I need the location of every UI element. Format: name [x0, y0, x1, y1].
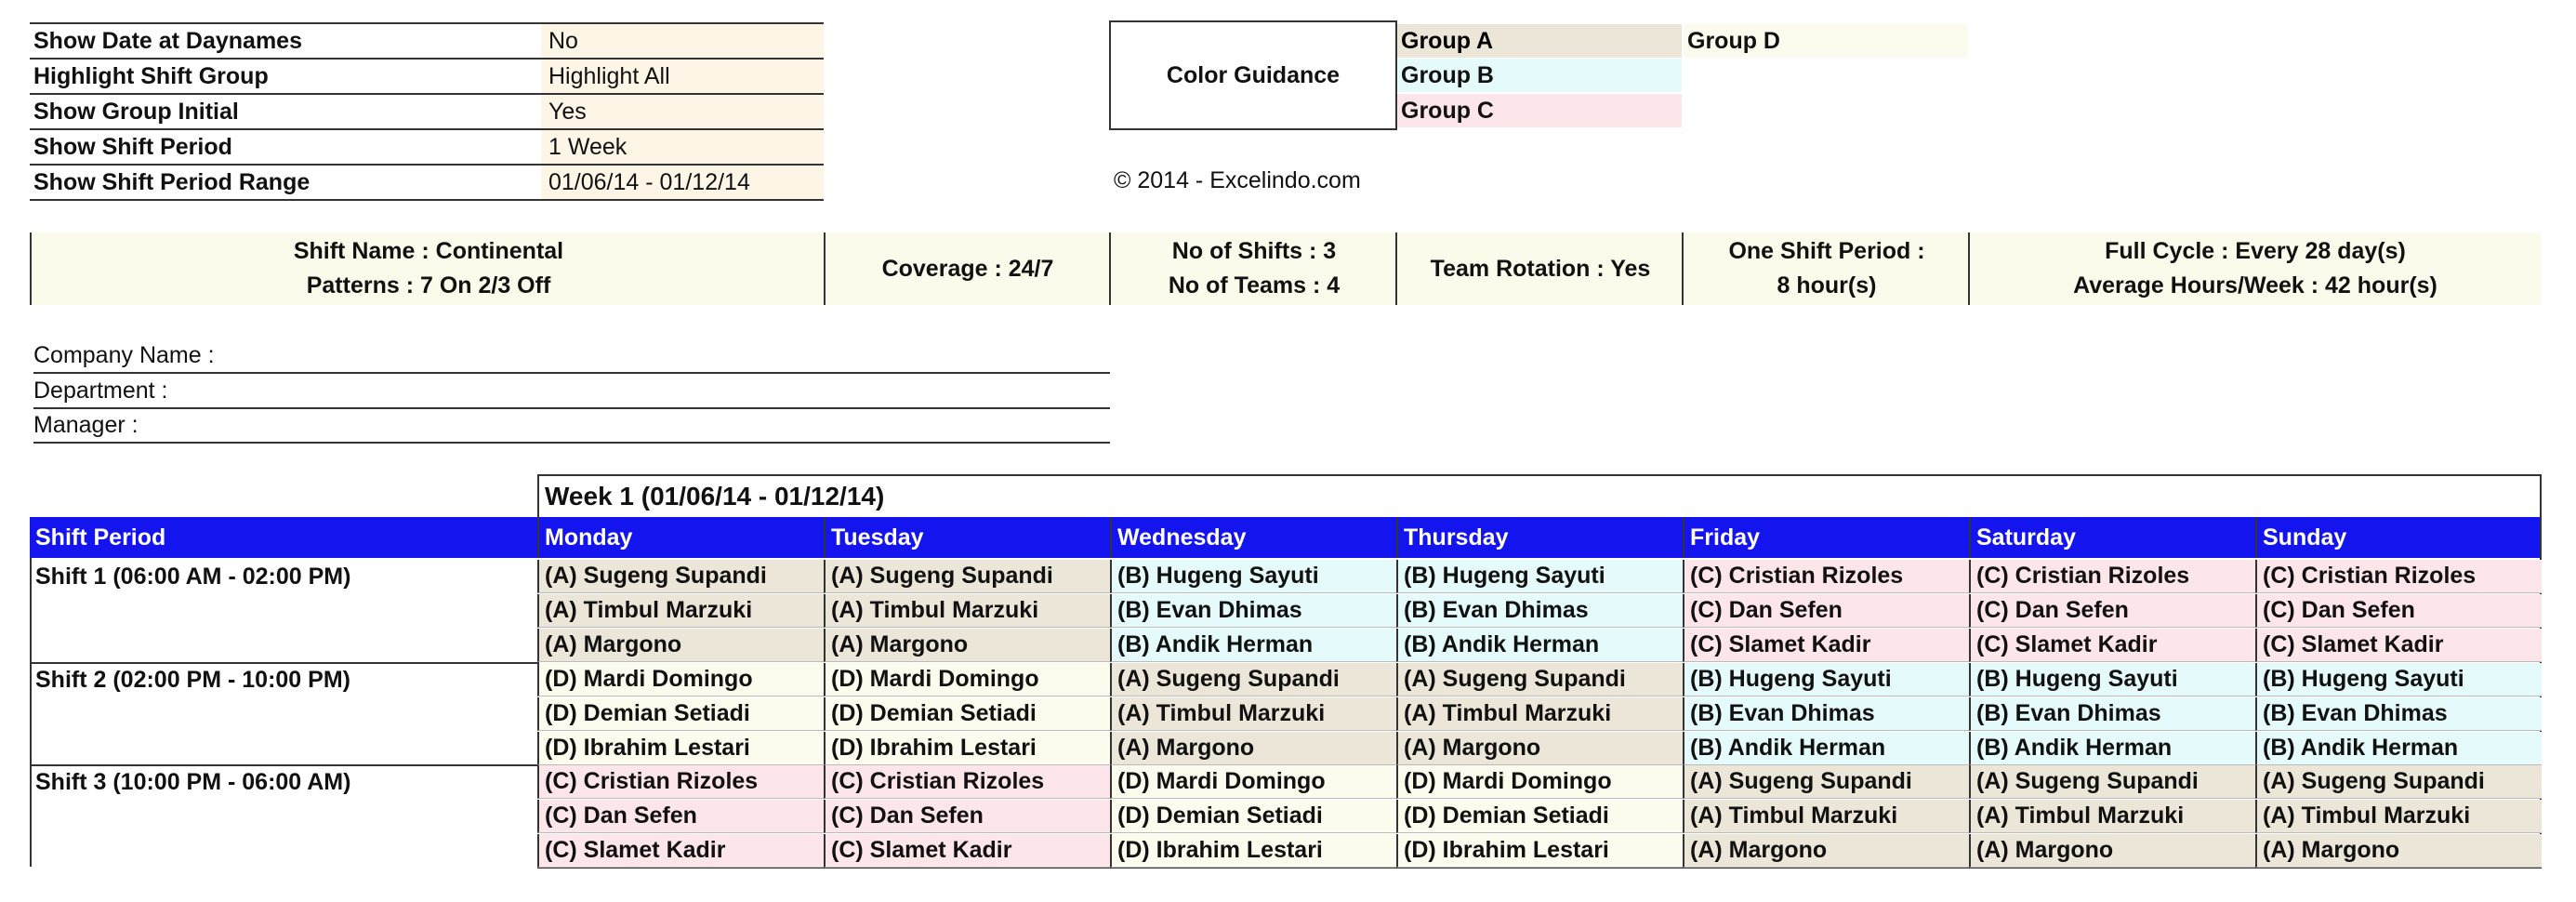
schedule-cell[interactable]: (B) Andik Herman: [2255, 732, 2542, 765]
schedule-cell[interactable]: (B) Hugeng Sayuti: [2255, 663, 2542, 696]
schedule-cell[interactable]: (B) Hugeng Sayuti: [1683, 663, 1969, 696]
schedule-cell[interactable]: (A) Timbul Marzuki: [1683, 800, 1969, 833]
schedule-cell[interactable]: (C) Cristian Rizoles: [2255, 560, 2542, 593]
shift-1-label: Shift 1 (06:00 AM - 02:00 PM): [35, 564, 351, 590]
schedule-cell[interactable]: (D) Mardi Domingo: [537, 663, 824, 696]
summary-shift-name: [30, 232, 826, 305]
schedule-cell[interactable]: (D) Demian Setiadi: [537, 697, 824, 731]
group-c-swatch: Group C: [1397, 94, 1682, 127]
schedule-cell[interactable]: (D) Ibrahim Lestari: [824, 732, 1110, 765]
one-shift-period-text: One Shift Period :: [1728, 238, 1925, 264]
header-day-friday: Friday: [1683, 517, 1969, 558]
group-d-swatch: Group D: [1684, 24, 1968, 58]
schedule-cell[interactable]: (D) Ibrahim Lestari: [1110, 834, 1396, 868]
schedule-cell[interactable]: (A) Timbul Marzuki: [1396, 697, 1683, 731]
setting-label-show-date: Show Date at Daynames: [30, 24, 541, 60]
schedule-cell[interactable]: (B) Evan Dhimas: [1969, 697, 2255, 731]
schedule-cell[interactable]: (B) Andik Herman: [1396, 629, 1683, 662]
one-shift-hours-text: 8 hour(s): [1777, 272, 1877, 298]
schedule-cell[interactable]: (D) Mardi Domingo: [1110, 765, 1396, 799]
schedule-cell[interactable]: (A) Sugeng Supandi: [1110, 663, 1396, 696]
manager-field[interactable]: Manager :: [33, 408, 1110, 444]
schedule-cell[interactable]: (C) Cristian Rizoles: [537, 765, 824, 799]
header-day-saturday: Saturday: [1969, 517, 2255, 558]
setting-value-period-range[interactable]: 01/06/14 - 01/12/14: [541, 166, 824, 201]
schedule-cell[interactable]: (A) Margono: [824, 629, 1110, 662]
group-b-swatch: Group B: [1397, 59, 1682, 92]
schedule-cell[interactable]: (A) Timbul Marzuki: [1969, 800, 2255, 833]
schedule-cell[interactable]: (C) Dan Sefen: [537, 800, 824, 833]
no-teams-text: No of Teams : 4: [1168, 272, 1341, 298]
schedule-cell[interactable]: (C) Slamet Kadir: [1683, 629, 1969, 662]
header-day-wednesday: Wednesday: [1110, 517, 1396, 558]
schedule-cell[interactable]: (B) Hugeng Sayuti: [1396, 560, 1683, 593]
schedule-cell[interactable]: (A) Sugeng Supandi: [1969, 765, 2255, 799]
schedule-cell[interactable]: (A) Timbul Marzuki: [1110, 697, 1396, 731]
company-name-field[interactable]: Company Name :: [33, 338, 1110, 374]
schedule-cell[interactable]: (C) Dan Sefen: [1969, 594, 2255, 628]
schedule-cell[interactable]: (A) Margono: [1110, 732, 1396, 765]
schedule-cell[interactable]: (A) Margono: [1396, 732, 1683, 765]
schedule-cell[interactable]: (C) Dan Sefen: [2255, 594, 2542, 628]
schedule-cell[interactable]: (C) Cristian Rizoles: [1683, 560, 1969, 593]
color-guidance-title: Color Guidance: [1109, 20, 1397, 130]
week-title: Week 1 (01/06/14 - 01/12/14): [537, 474, 2542, 517]
setting-label-period-range: Show Shift Period Range: [30, 166, 541, 201]
setting-label-shift-period: Show Shift Period: [30, 130, 541, 166]
schedule-cell[interactable]: (D) Mardi Domingo: [1396, 765, 1683, 799]
patterns-text: Patterns : 7 On 2/3 Off: [306, 272, 551, 298]
schedule-cell[interactable]: (D) Ibrahim Lestari: [537, 732, 824, 765]
schedule-cell[interactable]: (A) Sugeng Supandi: [1683, 765, 1969, 799]
schedule-cell[interactable]: (B) Andik Herman: [1110, 629, 1396, 662]
schedule-cell[interactable]: (D) Mardi Domingo: [824, 663, 1110, 696]
schedule-cell[interactable]: (C) Slamet Kadir: [537, 834, 824, 868]
copyright-text: © 2014 - Excelindo.com: [1114, 167, 1361, 193]
schedule-cell[interactable]: (A) Timbul Marzuki: [537, 594, 824, 628]
schedule-cell[interactable]: (C) Slamet Kadir: [2255, 629, 2542, 662]
schedule-cell[interactable]: (C) Slamet Kadir: [824, 834, 1110, 868]
schedule-cell[interactable]: (D) Demian Setiadi: [1396, 800, 1683, 833]
no-shifts-text: No of Shifts : 3: [1171, 238, 1337, 264]
header-day-sunday: Sunday: [2255, 517, 2542, 558]
schedule-cell[interactable]: (A) Sugeng Supandi: [2255, 765, 2542, 799]
schedule-cell[interactable]: (C) Slamet Kadir: [1969, 629, 2255, 662]
team-rotation-text: Team Rotation : Yes: [1430, 255, 1651, 282]
schedule-cell[interactable]: (A) Sugeng Supandi: [537, 560, 824, 593]
summary-cycle: [1968, 232, 2541, 305]
summary-shifts-teams: [1109, 232, 1397, 305]
setting-value-highlight-group[interactable]: Highlight All: [541, 60, 824, 95]
schedule-cell[interactable]: (C) Dan Sefen: [1683, 594, 1969, 628]
department-field[interactable]: Department :: [33, 374, 1110, 409]
summary-coverage: [824, 232, 1110, 305]
shift-3-label: Shift 3 (10:00 PM - 06:00 AM): [35, 769, 351, 795]
schedule-cell[interactable]: (B) Evan Dhimas: [2255, 697, 2542, 731]
schedule-cell[interactable]: (B) Evan Dhimas: [1396, 594, 1683, 628]
schedule-cell[interactable]: (A) Margono: [2255, 834, 2542, 868]
summary-shift-period: [1682, 232, 1970, 305]
schedule-cell[interactable]: (A) Margono: [537, 629, 824, 662]
schedule-cell[interactable]: (D) Demian Setiadi: [1110, 800, 1396, 833]
schedule-cell[interactable]: (C) Dan Sefen: [824, 800, 1110, 833]
schedule-cell[interactable]: (C) Cristian Rizoles: [824, 765, 1110, 799]
shift-2-label: Shift 2 (02:00 PM - 10:00 PM): [35, 667, 350, 693]
coverage-text: Coverage : 24/7: [881, 255, 1054, 282]
header-day-thursday: Thursday: [1396, 517, 1683, 558]
setting-value-show-date[interactable]: No: [541, 24, 824, 60]
setting-label-highlight-group: Highlight Shift Group: [30, 60, 541, 95]
schedule-cell[interactable]: (A) Timbul Marzuki: [2255, 800, 2542, 833]
avg-hours-text: Average Hours/Week : 42 hour(s): [2073, 272, 2437, 298]
header-day-monday: Monday: [537, 517, 824, 558]
group-a-swatch: Group A: [1397, 24, 1682, 58]
shift-name-text: Shift Name : Continental: [293, 238, 564, 264]
schedule-cell[interactable]: (D) Ibrahim Lestari: [1396, 834, 1683, 868]
setting-label-group-initial: Show Group Initial: [30, 95, 541, 130]
schedule-cell[interactable]: (B) Hugeng Sayuti: [1969, 663, 2255, 696]
schedule-cell[interactable]: (B) Evan Dhimas: [1110, 594, 1396, 628]
schedule-cell[interactable]: (A) Margono: [1683, 834, 1969, 868]
schedule-cell[interactable]: (B) Evan Dhimas: [1683, 697, 1969, 731]
schedule-cell[interactable]: (A) Sugeng Supandi: [1396, 663, 1683, 696]
schedule-cell[interactable]: (A) Timbul Marzuki: [824, 594, 1110, 628]
schedule-cell[interactable]: (A) Sugeng Supandi: [824, 560, 1110, 593]
full-cycle-text: Full Cycle : Every 28 day(s): [2105, 238, 2406, 264]
schedule-cell[interactable]: (B) Andik Herman: [1683, 732, 1969, 765]
schedule-cell[interactable]: (B) Andik Herman: [1969, 732, 2255, 765]
schedule-cell[interactable]: (B) Hugeng Sayuti: [1110, 560, 1396, 593]
setting-value-shift-period[interactable]: 1 Week: [541, 130, 824, 166]
schedule-cell[interactable]: (C) Cristian Rizoles: [1969, 560, 2255, 593]
schedule-cell[interactable]: (D) Demian Setiadi: [824, 697, 1110, 731]
header-shift-period: Shift Period: [30, 517, 537, 558]
schedule-cell[interactable]: (A) Margono: [1969, 834, 2255, 868]
setting-value-group-initial[interactable]: Yes: [541, 95, 824, 130]
header-day-tuesday: Tuesday: [824, 517, 1110, 558]
summary-team-rotation: [1395, 232, 1684, 305]
